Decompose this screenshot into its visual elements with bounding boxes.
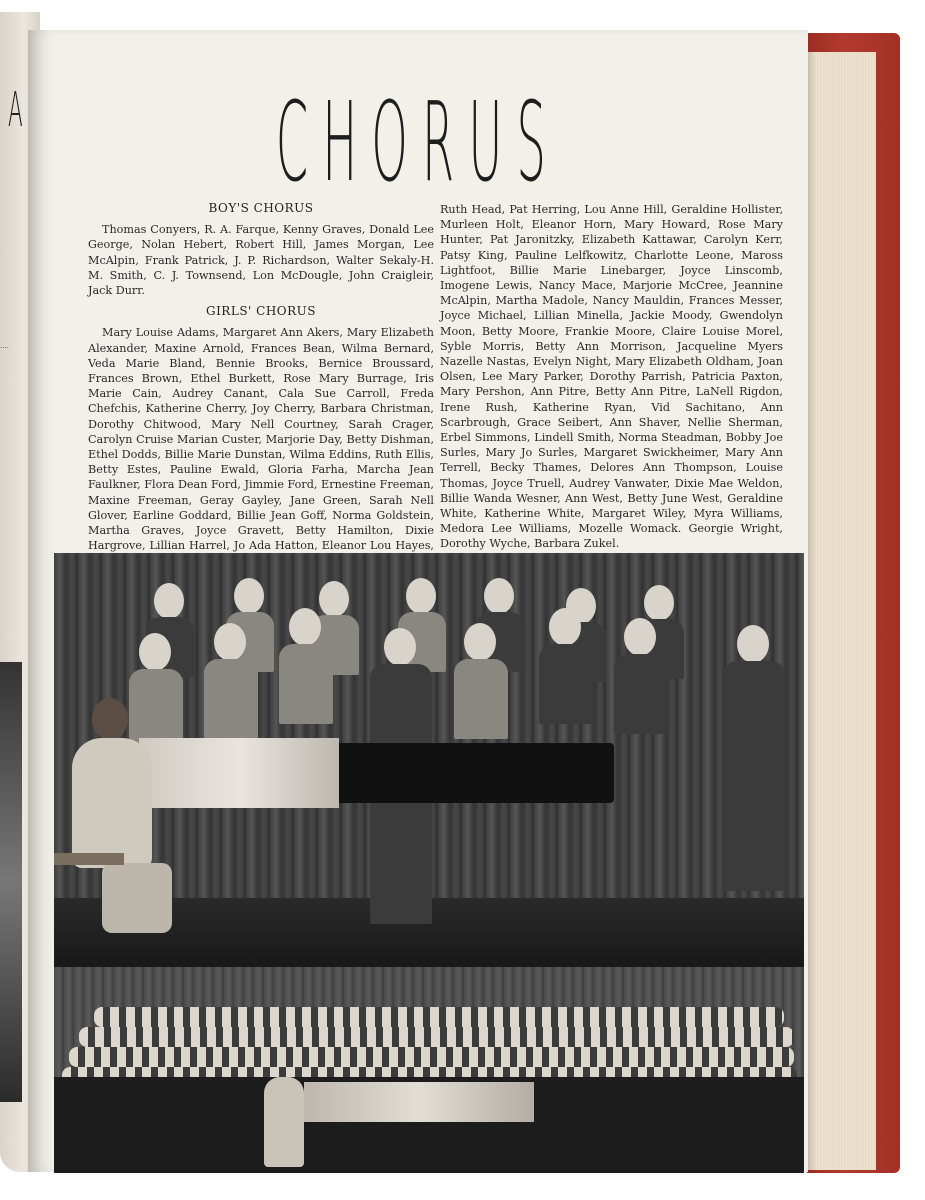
girls-chorus-photo — [54, 967, 804, 1173]
boys-chorus-photo — [54, 553, 804, 968]
choir-row — [94, 1007, 784, 1027]
pianist — [62, 698, 172, 938]
piano-bench — [54, 853, 124, 865]
boys-chorus-names: Thomas Conyers, R. A. Farque, Kenny Graves, Donald Lee George, Nolan Hebert, Robert Hill, James Morgan, Lee McAlpin, Frank Patrick, J. P. Richardson, Walter Sekaly-H. M. Smith, C. J. Townsend, Lon McDougle, John Craigleir, Jack Durr. — [88, 223, 434, 298]
boys-chorus-heading: BOY'S CHORUS — [208, 201, 314, 215]
yearbook-page — [28, 30, 808, 1172]
page-title: CHORUS — [275, 78, 561, 206]
choir-row — [69, 1047, 794, 1067]
text-column-right — [440, 202, 783, 558]
facing-page-photo — [0, 662, 22, 1102]
facing-page-title-fragment: A — [8, 82, 23, 138]
text-column-left — [88, 201, 434, 575]
girls-chorus-names-part2: Ruth Head, Pat Herring, Lou Anne Hill, Geraldine Hollister, Murleen Holt, Eleanor Horn, Mary Howard, Rose Mary Hunter, Pat Jaronitzky, Elizabeth Kattawar, Carolyn Kerr, Patsy King, Pauline Lelfkowitz, Charlotte Leone, Maross Lightfoot, Billie Marie Linebarger, Joyce Linscomb, Imogene Lewis, Nancy Mace, Marjorie McCree, Jeannine McAlpin, Martha Madole, Nancy Mauldin, Frances Messer, Joyce Michael, Lillian Minella, Jackie Moody, Gwendolyn Moon, Betty Moore, Frankie Moore, Claire Louise Morel, Syble Morris, Betty Ann Morrison, Jacqueline Myers Nazelle Nastas, Evelyn Night, Mary Elizabeth Oldham, Joan Olsen, Lee Mary Parker, Dorothy Parrish, Patricia Paxton, Mary Pershon, Ann Pitre, Betty Ann Pitre, LaNell Rigdon, Irene Rush, Katherine Ryan, Vid Sachitano, Ann Scarbrough, Grace Seibert, Ann Shaver, Nellie Sherman, Erbel Simmons, Lindell Smith, Norma Steadman, Bobby Joe Surles, Mary Jo Surles, Margaret Swickheimer, Mary Ann Terrell, Becky Thames, Delores Ann Thompson, Louise Thomas, Joyce Truell, Audrey Vanwater, Dixie Mae Weldon, Billie Wanda Wesner, Ann West, Betty June West, Geraldine White, Katherine White, Margaret Wiley, Myra Williams, Medora Lee Williams, Mozelle Womack. Georgie Wright, Dorothy Wyche, Barbara Zukel. — [440, 203, 783, 551]
girls-chorus-names-part1: Mary Louise Adams, Margaret Ann Akers, Mary Elizabeth Alexander, Maxine Arnold, Frances Bean, Wilma Bernard, Veda Marie Bland, Bennie Brooks, Bernice Broussard, Frances Brown, Ethel Burkett, Rose Mary Burrage, Iris Marie Cain, Audrey Canant, Cala Sue Carroll, Freda Chefchis, Katherine Cherry, Joy Cherry, Barbara Christman, Dorothy Chitwood, Mary Nell Courtney, Sarah Crager, Carolyn Cruise Marian Custer, Marjorie Day, Betty Dishman, Ethel Dodds, Billie Marie Dunstan, Wilma Eddins, Ruth Ellis, Betty Estes, Pauline Ewald, Gloria Farha, Marcha Jean Faulkner, Flora Dean Ford, Jimmie Ford, Ernestine Freeman, Maxine Freeman, Geray Gayley, Jane Green, Sarah Nell Glover, Earline Goddard, Billie Jean Goff, Norma Goldstein, Martha Graves, Joyce Gravett, Betty Hamilton, Dixie Hargrove, Lillian Harrel, Jo Ada Hatton, Eleanor Lou Hayes, — [88, 326, 434, 553]
girls-chorus-heading: GIRLS' CHORUS — [205, 304, 317, 319]
page-edges — [806, 52, 876, 1170]
facing-page-text-fragment: .... — [0, 342, 9, 350]
pianist — [264, 1077, 304, 1167]
choir-row — [79, 1027, 794, 1047]
grand-piano — [304, 1082, 534, 1122]
